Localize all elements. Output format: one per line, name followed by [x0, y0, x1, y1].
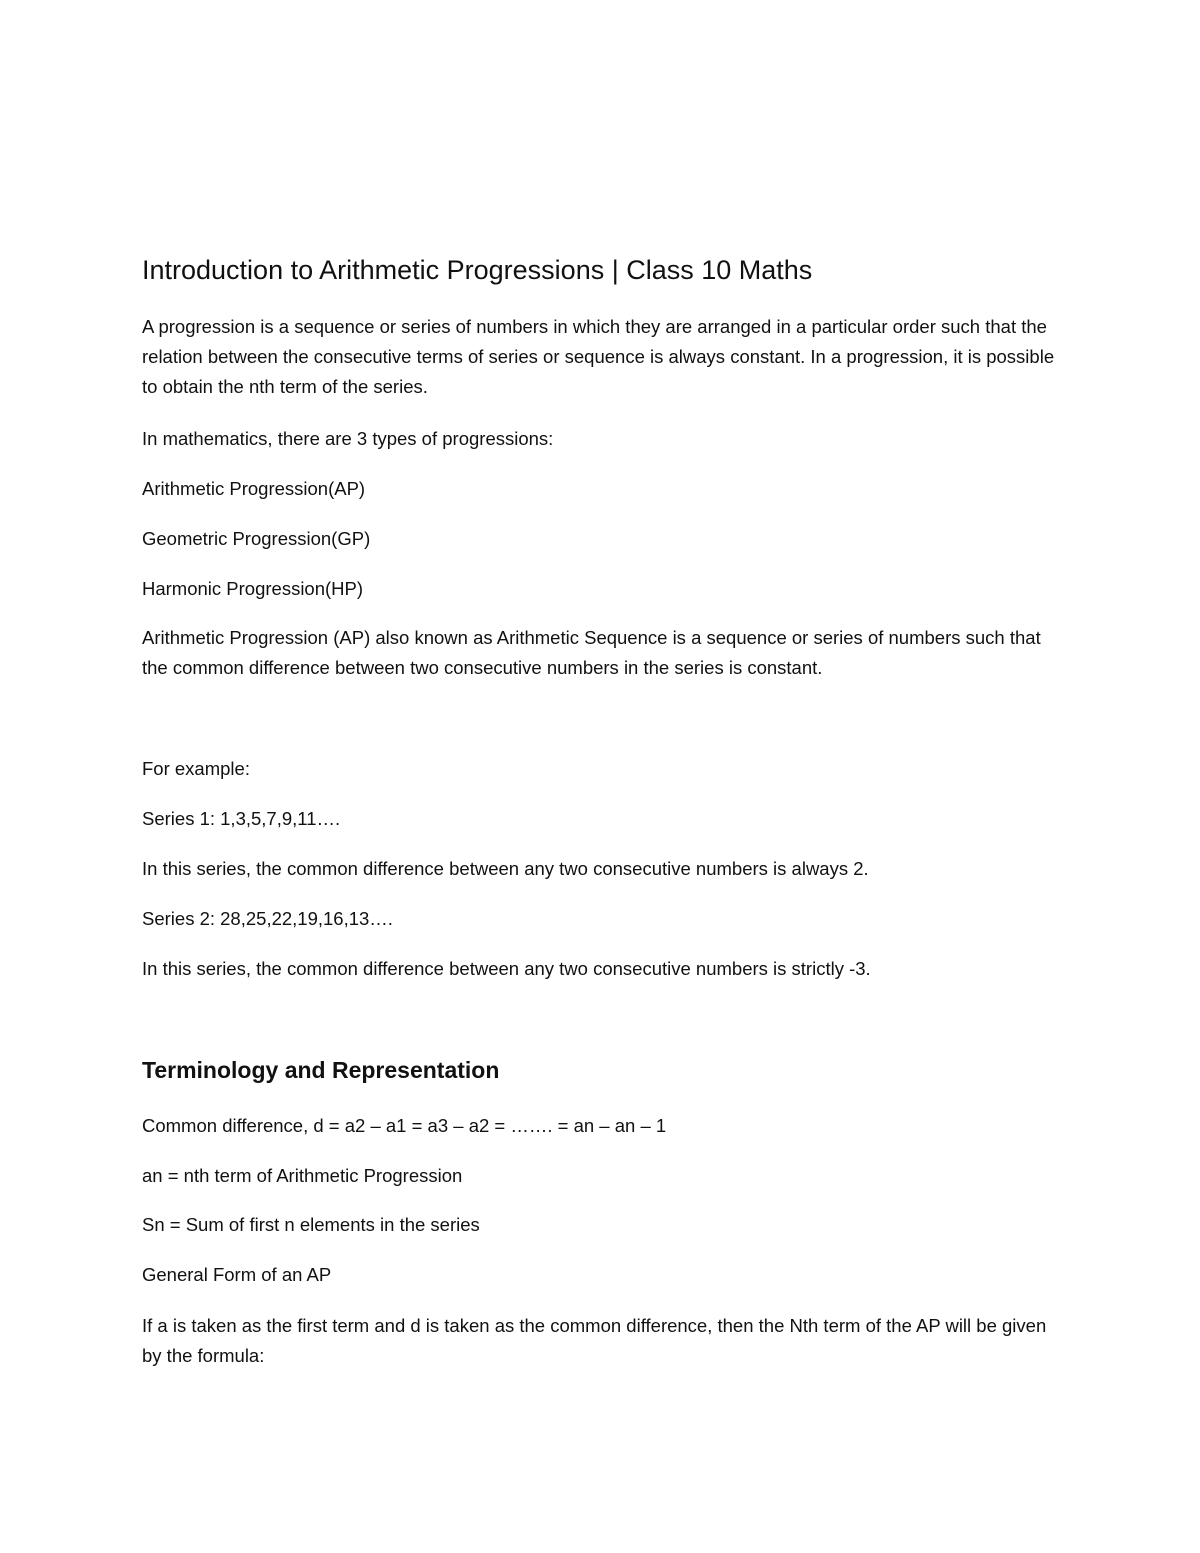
series-1: Series 1: 1,3,5,7,9,11….: [142, 808, 341, 829]
document-title: Introduction to Arithmetic Progressions | Class 10 Maths: [142, 255, 813, 285]
series-2-note: In this series, the common difference between any two consecutive numbers is strictly -3.: [142, 958, 871, 979]
section-heading: Terminology and Representation: [142, 1057, 500, 1083]
example-label: For example:: [142, 758, 250, 779]
an-definition: an = nth term of Arithmetic Progression: [142, 1165, 463, 1186]
type-item-hp: Harmonic Progression(HP): [142, 578, 364, 599]
types-intro: In mathematics, there are 3 types of progressions:: [142, 428, 554, 449]
type-item-gp: Geometric Progression(GP): [142, 528, 371, 549]
type-item-ap: Arithmetic Progression(AP): [142, 478, 366, 499]
general-form: General Form of an AP: [142, 1264, 332, 1285]
common-difference: Common difference, d = a2 – a1 = a3 – a2 = ……. = an – an – 1: [142, 1115, 667, 1136]
series-2: Series 2: 28,25,22,19,16,13….: [142, 908, 393, 929]
ap-definition: Arithmetic Progression (AP) also known as Arithmetic Sequence is a sequence or series of numbers such that the common difference between two consecutive numbers in the series is constant.: [142, 627, 1041, 678]
nth-term-intro: If a is taken as the first term and d is taken as the common difference, then the Nth term of the AP will be given by the formula:: [142, 1315, 1047, 1366]
series-1-note: In this series, the common difference between any two consecutive numbers is always 2.: [142, 858, 869, 879]
sn-definition: Sn = Sum of first n elements in the series: [142, 1214, 480, 1235]
intro-paragraph: A progression is a sequence or series of numbers in which they are arranged in a particular order such that the relation between the consecutive terms of series or sequence is always constant. In a progression, it is possible to obtain the nth term of the series.: [142, 316, 1055, 397]
